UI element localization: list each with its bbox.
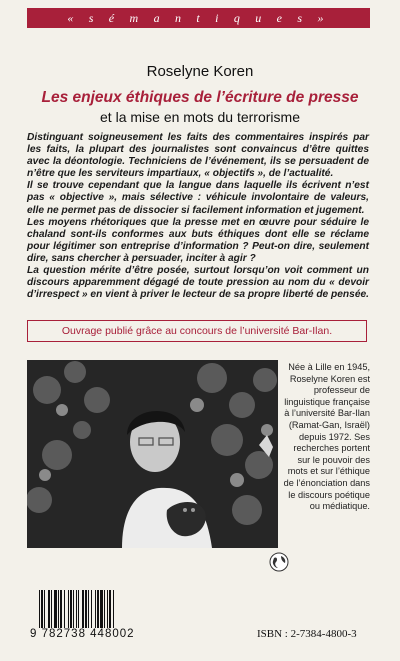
blurb-paragraph: La question mérite d’être posée, surtout lorsqu’on voit comment un discours apparemment dégagé de toute pression au nom du « devoir d’irrespect » en vient à priver le lecteur de sa propre liberté de pensée. [27,265,369,301]
book-title: Les enjeux éthiques de l’écriture de presse [41,89,359,106]
blurb-paragraph: Il se trouve cependant que la langue dans laquelle ils écrivent n’est pas « objective », mais sélective : véhicule involontaire de valeurs, elle ne permet pas de dissocier si facilement information et jugement. [27,180,369,216]
author-name: Roselyne Koren [146,63,254,80]
book-subtitle: et la mise en mots du terrorisme [100,109,300,125]
author-bio-text: Née à Lille en 1945, Roselyne Koren est professeur de linguistique française à l’université Bar-Ilan (Ramat-Gan, Israël) depuis 1972. Ses recherches portent sur le pouvoir des mots et sur l’éthique de l’énonciation dans le discours poétique ou médiatique. [283,362,370,512]
series-banner: « s é m a n t i q u e s » [27,8,370,28]
blurb-paragraph: Les moyens rhétoriques que la presse met en œuvre pour séduire le chaland sont-ils conformes aux buts éthiques dont elle se réclame pour légitimer son entreprise d’information ? Peut-on dire, seulement dire, sans chercher à persuader, inciter à agir ? [27,216,369,264]
isbn-label: ISBN : 2-7384-4800-3 [257,628,357,640]
barcode [38,590,146,630]
blurb-paragraph: Distinguant soigneusement les faits des commentaires inspirés par les faits, la plupart des journalistes sont convaincus d’être quittes avec la déontologie. Techniciens de l’événement, ils se persuadent de n’être que les serviteurs impartiaux, « objectifs », de l’actualité. [27,132,369,180]
publication-notice: Ouvrage publié grâce au concours de l’université Bar-Ilan. [27,320,367,342]
globe-icon [269,552,289,572]
back-cover-blurb [27,132,369,301]
author-photo [27,360,278,548]
author-bio [282,362,370,513]
author-photo-image [27,360,278,548]
barcode-number: 9 782738 448002 [30,628,135,640]
